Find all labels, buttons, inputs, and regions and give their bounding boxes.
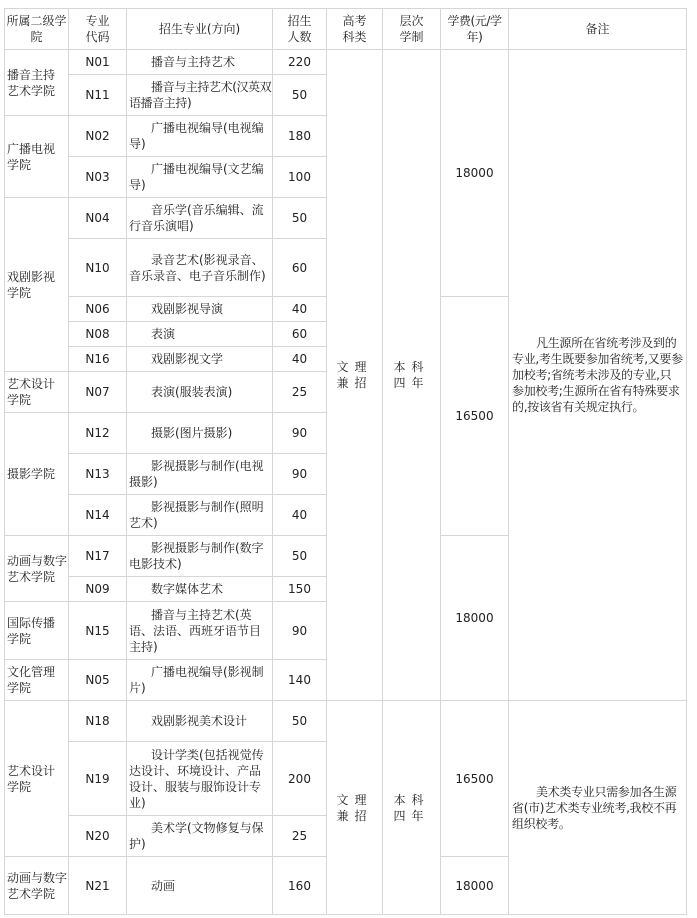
code-cell: N06 bbox=[69, 297, 127, 322]
college-cell: 国际传播学院 bbox=[5, 602, 69, 660]
exam-cell: 文理兼招 bbox=[327, 701, 383, 915]
count-cell: 90 bbox=[273, 454, 327, 495]
fee-cell: 16500 bbox=[441, 297, 509, 536]
major-cell bbox=[127, 602, 273, 660]
code-cell: N19 bbox=[69, 742, 127, 816]
major-text: 音乐学(音乐编辑、流行音乐演唱) bbox=[129, 203, 264, 233]
major-cell bbox=[127, 50, 273, 75]
count-cell: 50 bbox=[273, 701, 327, 742]
major-cell bbox=[127, 322, 273, 347]
note-cell: 凡生源所在省统考涉及到的专业,考生既要参加省统考,又要参加校考;省统考未涉及的专业,只参加校考;生源所在省有特殊要求的,按该省有关规定执行。 bbox=[509, 50, 687, 701]
major-text: 戏剧影视文学 bbox=[151, 352, 224, 366]
major-cell bbox=[127, 742, 273, 816]
count-cell: 60 bbox=[273, 239, 327, 297]
level-cell: 本科四年 bbox=[383, 50, 441, 701]
code-cell: N05 bbox=[69, 660, 127, 701]
header-fee: 学费(元/学年) bbox=[441, 9, 509, 50]
code-cell: N12 bbox=[69, 413, 127, 454]
count-cell: 40 bbox=[273, 347, 327, 372]
major-cell bbox=[127, 116, 273, 157]
table-row bbox=[5, 50, 687, 75]
code-cell: N08 bbox=[69, 322, 127, 347]
level-cell: 本科四年 bbox=[383, 701, 441, 915]
college-cell: 动画与数字艺术学院 bbox=[5, 857, 69, 915]
college-cell: 艺术设计学院 bbox=[5, 701, 69, 857]
college-cell: 艺术设计学院 bbox=[5, 372, 69, 413]
count-cell: 160 bbox=[273, 857, 327, 915]
major-text: 广播电视编导(文艺编导) bbox=[129, 162, 264, 192]
code-cell: N14 bbox=[69, 495, 127, 536]
major-cell bbox=[127, 75, 273, 116]
major-text: 戏剧影视导演 bbox=[151, 302, 224, 316]
count-cell: 50 bbox=[273, 536, 327, 577]
major-cell bbox=[127, 857, 273, 915]
count-cell: 40 bbox=[273, 297, 327, 322]
count-cell: 140 bbox=[273, 660, 327, 701]
major-cell bbox=[127, 297, 273, 322]
code-cell: N15 bbox=[69, 602, 127, 660]
major-text: 美术学(文物修复与保护) bbox=[129, 821, 264, 851]
count-cell: 90 bbox=[273, 413, 327, 454]
major-text: 广播电视编导(电视编导) bbox=[129, 121, 264, 151]
admission-table bbox=[4, 8, 687, 915]
major-cell bbox=[127, 157, 273, 198]
major-cell bbox=[127, 198, 273, 239]
major-cell bbox=[127, 372, 273, 413]
code-cell: N18 bbox=[69, 701, 127, 742]
table-row bbox=[5, 701, 687, 742]
header-row bbox=[5, 9, 687, 50]
major-text: 广播电视编导(影视制片) bbox=[129, 665, 264, 695]
code-cell: N04 bbox=[69, 198, 127, 239]
major-text: 播音与主持艺术 bbox=[151, 55, 236, 69]
major-text: 影视摄影与制作(电视摄影) bbox=[129, 459, 264, 489]
count-cell: 50 bbox=[273, 75, 327, 116]
major-text: 摄影(图片摄影) bbox=[151, 426, 233, 440]
major-cell bbox=[127, 454, 273, 495]
code-cell: N21 bbox=[69, 857, 127, 915]
code-cell: N03 bbox=[69, 157, 127, 198]
major-text: 录音艺术(影视录音、音乐录音、电子音乐制作) bbox=[129, 252, 266, 283]
major-text: 表演(服装表演) bbox=[151, 385, 233, 399]
major-text: 播音与主持艺术(汉英双语播音主持) bbox=[129, 80, 272, 110]
fee-cell: 18000 bbox=[441, 857, 509, 915]
count-cell: 25 bbox=[273, 816, 327, 857]
code-cell: N10 bbox=[69, 239, 127, 297]
major-text: 表演 bbox=[151, 327, 176, 341]
header-major: 招生专业(方向) bbox=[127, 9, 273, 50]
code-cell: N07 bbox=[69, 372, 127, 413]
count-cell: 100 bbox=[273, 157, 327, 198]
major-cell bbox=[127, 239, 273, 297]
exam-cell: 文理兼招 bbox=[327, 50, 383, 701]
college-cell: 动画与数字艺术学院 bbox=[5, 536, 69, 602]
major-cell bbox=[127, 701, 273, 742]
count-cell: 200 bbox=[273, 742, 327, 816]
count-cell: 150 bbox=[273, 577, 327, 602]
major-text: 戏剧影视美术设计 bbox=[151, 714, 248, 728]
major-cell bbox=[127, 577, 273, 602]
college-cell: 文化管理学院 bbox=[5, 660, 69, 701]
major-cell bbox=[127, 816, 273, 857]
count-cell: 25 bbox=[273, 372, 327, 413]
count-cell: 220 bbox=[273, 50, 327, 75]
fee-cell: 18000 bbox=[441, 536, 509, 701]
note-cell: 美术类专业只需参加各生源省(市)艺术类专业统考,我校不再组织校考。 bbox=[509, 701, 687, 915]
count-cell: 90 bbox=[273, 602, 327, 660]
fee-cell: 16500 bbox=[441, 701, 509, 857]
code-cell: N16 bbox=[69, 347, 127, 372]
major-cell bbox=[127, 660, 273, 701]
header-level: 层次学制 bbox=[383, 9, 441, 50]
major-cell bbox=[127, 495, 273, 536]
code-cell: N11 bbox=[69, 75, 127, 116]
college-cell: 播音主持艺术学院 bbox=[5, 50, 69, 116]
header-exam: 高考科类 bbox=[327, 9, 383, 50]
code-cell: N17 bbox=[69, 536, 127, 577]
fee-cell: 18000 bbox=[441, 50, 509, 297]
major-text: 设计学类(包括视觉传达设计、环境设计、产品设计、服装与服饰设计专业) bbox=[129, 747, 264, 810]
header-college: 所属二级学院 bbox=[5, 9, 69, 50]
code-cell: N01 bbox=[69, 50, 127, 75]
count-cell: 40 bbox=[273, 495, 327, 536]
major-cell bbox=[127, 413, 273, 454]
count-cell: 60 bbox=[273, 322, 327, 347]
header-count: 招生人数 bbox=[273, 9, 327, 50]
count-cell: 50 bbox=[273, 198, 327, 239]
major-cell bbox=[127, 347, 273, 372]
college-cell: 广播电视学院 bbox=[5, 116, 69, 198]
major-text: 播音与主持艺术(英语、法语、西班牙语节目主持) bbox=[129, 607, 262, 654]
college-cell: 摄影学院 bbox=[5, 413, 69, 536]
header-code: 专业代码 bbox=[69, 9, 127, 50]
major-text: 影视摄影与制作(照明艺术) bbox=[129, 500, 264, 530]
count-cell: 180 bbox=[273, 116, 327, 157]
code-cell: N09 bbox=[69, 577, 127, 602]
major-cell bbox=[127, 536, 273, 577]
major-text: 影视摄影与制作(数字电影技术) bbox=[129, 541, 264, 571]
header-note: 备注 bbox=[509, 9, 687, 50]
code-cell: N02 bbox=[69, 116, 127, 157]
major-text: 动画 bbox=[151, 878, 176, 893]
code-cell: N13 bbox=[69, 454, 127, 495]
major-text: 数字媒体艺术 bbox=[151, 582, 224, 596]
code-cell: N20 bbox=[69, 816, 127, 857]
college-cell: 戏剧影视学院 bbox=[5, 198, 69, 372]
